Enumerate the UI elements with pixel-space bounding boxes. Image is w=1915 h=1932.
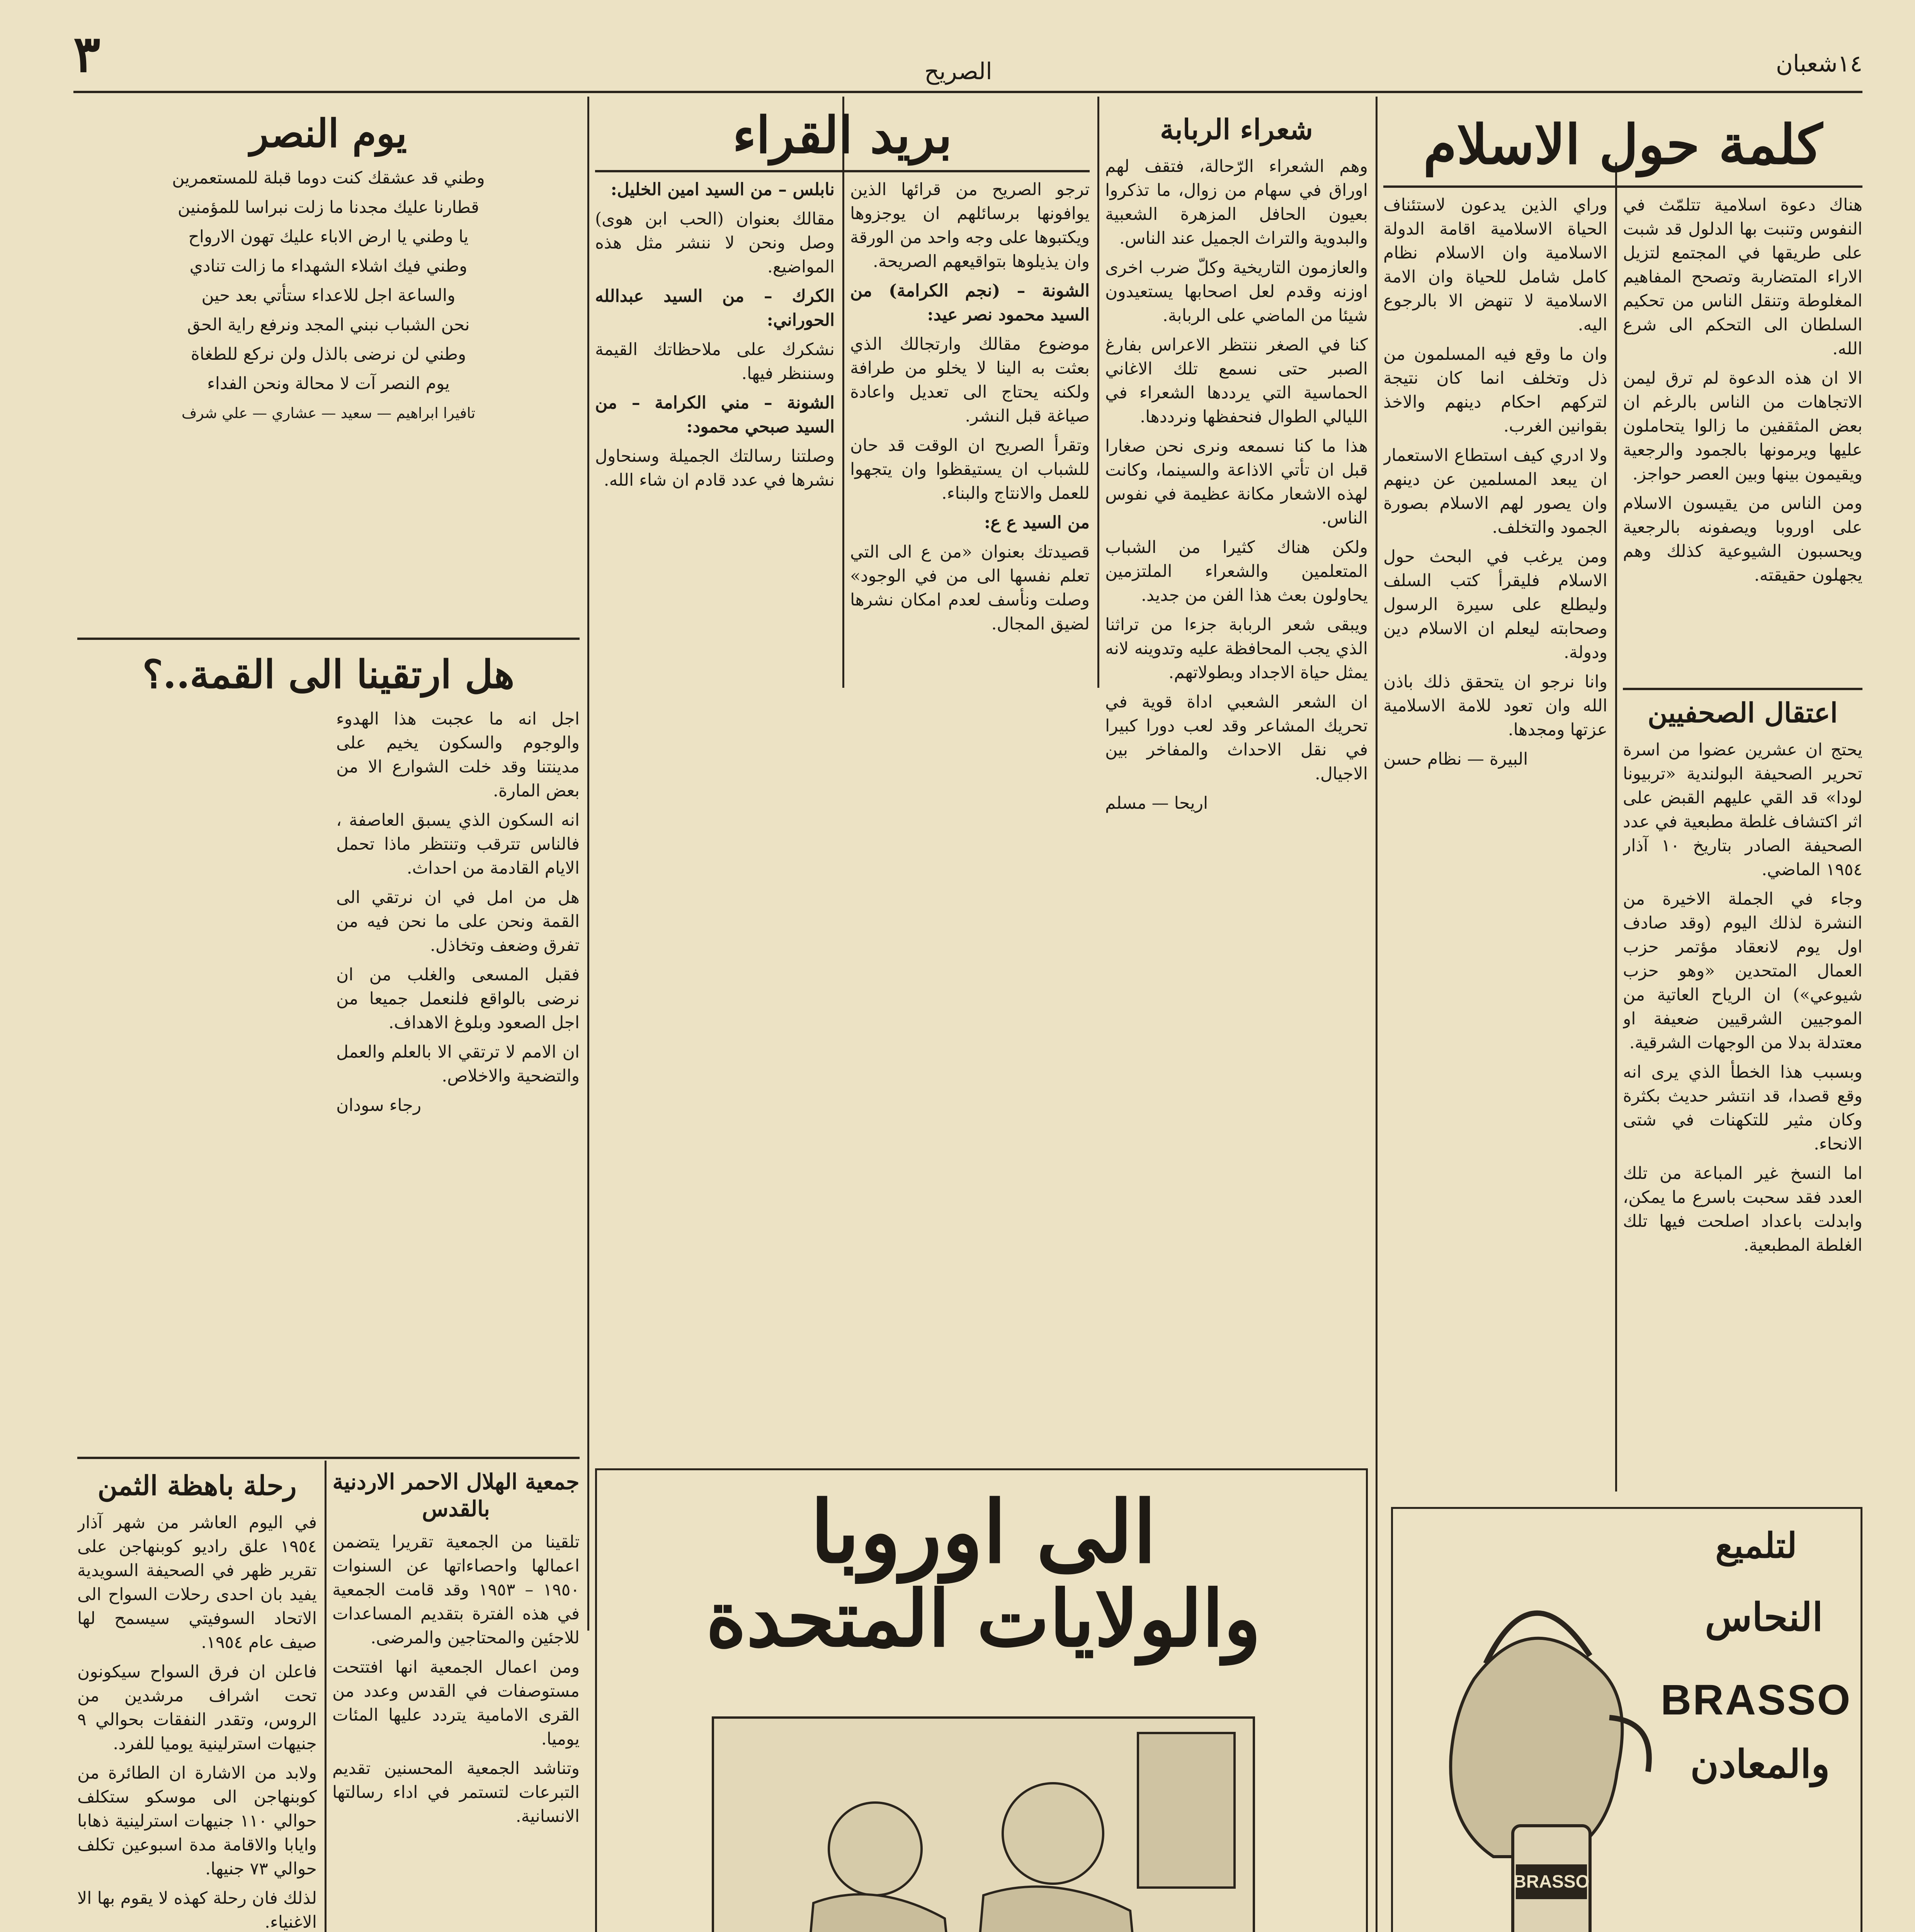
brasso-heading: لتلميع	[1715, 1525, 1797, 1566]
flight-body	[77, 1511, 317, 1932]
mail-paragraph: من السيد ع ع:	[984, 513, 1090, 532]
summit-paragraph: اجل انه ما عجبت هذا الهدوء والوجوم والسكون يخيم على مدينتنا وقد خلت الشوارع الا من بعض المارة.	[336, 709, 580, 801]
brasso-line2: والمعادن	[1690, 1741, 1830, 1787]
can-label: BRASSO	[1513, 1871, 1590, 1891]
poem-signature: تافيرا ابراهيم — سعيد — عشاري — علي شرف	[181, 405, 476, 422]
passengers-illustration	[674, 1687, 1293, 1932]
poem-line: نحن الشباب نبني المجد ونرفع راية الحق	[187, 315, 470, 335]
flight-paragraph: لذلك فان رحلة كهذه لا يقوم بها الا الاغنياء.	[77, 1888, 317, 1932]
summit-paragraph: انه السكون الذي يسبق العاصفة ، فالناس تترقب وتنتظر ماذا تحمل الايام القادمة من احداث.	[336, 810, 580, 878]
divider	[1615, 162, 1617, 1492]
flight-paragraph: في اليوم العاشر من شهر آذار ١٩٥٤ علق راديو كوبنهاجن على تقرير ظهر في الصحيفة السويدية يفيد بان احدى رحلات السواح الى الاتحاد السوفيتي سيسمح لها صيف عام ١٩٥٤.	[77, 1513, 317, 1652]
brasso-brand: BRASSO	[1660, 1676, 1852, 1724]
mail-title: بريد القراء	[732, 105, 952, 165]
islam-paragraph: ولا ادري كيف استطاع الاستعمار ان يبعد المسلمين عن دينهم وان يصور لهم الاسلام بصورة الجمود والتخلف.	[1383, 446, 1607, 537]
mail-paragraph: وتقرأ الصريح ان الوقت قد حان للشباب ان يستيقظوا وان يتجهوا للعمل والانتاج والبناء.	[850, 435, 1090, 503]
summit-paragraph: ان الامم لا ترتقي الا بالعلم والعمل والتضحية والاخلاص.	[336, 1042, 580, 1086]
travel-ad	[595, 1468, 1368, 1932]
mail-col-right	[850, 178, 1090, 1453]
poets-paragraph: ان الشعر الشعبي اداة قوية في تحريك المشاعر وقد لعب دورا كبيرا في نقل الاحداث والمفاخر بين الاجيال.	[1105, 692, 1368, 784]
masthead-rule	[73, 91, 1862, 93]
crescent-body	[332, 1530, 580, 1932]
mail-paragraph: قصيدتك بعنوان «من ع الى التي تعلم نفسها الى من في الوجود» وصلت ونأسف لعدم امكان نشرها لضيق المجال.	[850, 542, 1090, 634]
crescent-paragraph: ومن اعمال الجمعية انها افتتحت مستوصفات في القدس وعدد من القرى الامامية يتردد عليها المئات يوميا.	[332, 1657, 580, 1749]
poets-signature: اريحا — مسلم	[1105, 793, 1208, 813]
crescent-title: جمعية الهلال الاحمر الاردنية بالقدس	[332, 1469, 580, 1522]
islam-paragraph: هناك دعوة اسلامية تتلمّث في النفوس وتنبت بها الدلول قد شبت على طريقها في المجتمع لتزيل الاراء المتضاربة وتصحح المفاهيم المغلوطة وتنقل الناس من تحكيم السلطان الى التحكم الى شرع الله.	[1623, 195, 1862, 359]
journalists-body	[1623, 738, 1862, 1492]
brasso-ad	[1391, 1507, 1862, 1932]
kettle-can-illustration	[1416, 1555, 1663, 1932]
islam-paragraph: وان ما وقع فيه المسلمون من ذل وتخلف انما كان نتيجة لتركهم احكام دينهم والاخذ بقوانين الغرب.	[1383, 344, 1607, 436]
mail-paragraph: نابلس – من السيد امين الخليل:	[611, 180, 835, 199]
islam-paragraph: وراي الذين يدعون لاستئناف الحياة الاسلامية اقامة الدولة الاسلامية وان الاسلام نظام كامل شامل للحياة وان الامة الاسلامية لا تنهض الا بالرجوع اليه.	[1383, 195, 1607, 335]
islam-signature: البيرة — نظام حسن	[1383, 749, 1528, 769]
section-rule	[1623, 688, 1862, 690]
journalists-title: اعتقال الصحفيين	[1648, 697, 1838, 729]
page-number: ٣	[73, 24, 100, 83]
flight-paragraph: ولابد من الاشارة ان الطائرة من كوبنهاجن الى موسكو ستكلف حوالي ١١٠ جنيهات استرلينية ذهابا وايابا والاقامة مدة اسبوعين تكلف حوالي ٧٣ جنيها.	[77, 1763, 317, 1879]
poets-paragraph: كنا في الصغر ننتظر الاعراس بفارغ الصبر حتى نسمع تلك الاغاني الحماسية التي يرددها الشعراء في الليالي الطوال فنحفظها ونرددها.	[1105, 335, 1368, 427]
divider	[1097, 97, 1099, 688]
mail-paragraph: الكرك – من السيد عبدالله الحوراني:	[595, 286, 835, 330]
poets-paragraph: ويبقى شعر الربابة جزءا من تراثنا الذي يجب المحافظة عليه وتدوينه لانه يمثل حياة الاجداد وبطولاتهم.	[1105, 615, 1368, 682]
journalists-paragraph: وجاء في الجملة الاخيرة من النشرة لذلك اليوم (وقد صادف اول يوم لانعقاد مؤتمر حزب العمال المتحدين «وهو حزب شيوعي») ان الرياح العاتية من الموجيين الشرقيين ضعيفة او معتدلة بدلا من الوجهات الشرقية.	[1623, 889, 1862, 1053]
islam-paragraph: الا ان هذه الدعوة لم ترق ليمن الاتجاهات من الناس بالرغم ان بعض المثقفين ما زالوا يتحاملون عليها ويرمونها بالجمود والرجعية ويقيمون بينها وبين العصر حواجز.	[1623, 368, 1862, 484]
issue-date: ١٤شعبان	[1776, 50, 1862, 77]
poem-line: وطني لن نرضى بالذل ولن نركع للطغاة	[190, 344, 466, 364]
section-rule	[77, 1457, 580, 1459]
islam-rule	[1383, 185, 1862, 188]
poem-line: والساعة اجل للاعداء ستأتي بعد حين	[201, 286, 456, 305]
poem-line: يا وطني يا ارض الاباء عليك تهون الارواح	[188, 227, 469, 247]
mail-paragraph: مقالك بعنوان (الحب ابن هوى) وصل ونحن لا ننشر مثل هذه المواضيع.	[595, 209, 835, 277]
poem-line: وطني قد عشقك كنت دوما قبلة للمستعمرين	[172, 168, 485, 188]
flight-title: رحلة باهظة الثمن	[97, 1469, 297, 1502]
divider	[587, 97, 589, 1631]
mail-paragraph: الشونة – (نجم الكرامة) من السيد محمود نصر عيد:	[850, 281, 1090, 325]
mail-paragraph: موضوع مقالك وارتجالك الذي بعثت به الينا لا يخلو من طرافة ولكنه يحتاج الى تعديل واعادة صياغة قبل النشر.	[850, 334, 1090, 426]
mail-rule	[595, 170, 1090, 172]
summit-paragraph: فقبل المسعى والغلب من ان نرضى بالواقع فلنعمل جميعا من اجل الصعود وبلوغ الاهداف.	[336, 965, 580, 1032]
journalists-paragraph: يحتج ان عشرين عضوا من اسرة تحرير الصحيفة البولندية «تربيونا لودا» قد القي عليهم القبض على اثر اكتشاف غلطة مطبعية في عدد الصحيفة الصادر بتاريخ ١٠ آذار ١٩٥٤ الماضي.	[1623, 740, 1862, 879]
journalists-paragraph: اما النسخ غير المباعة من تلك العدد فقد سحبت باسرع ما يمكن، وابدلت باعداد اصلحت فيها تلك الغلطة المطبعية.	[1623, 1163, 1862, 1255]
mail-paragraph: وصلتنا رسالتك الجميلة وسنحاول نشرها في عدد قادم ان شاء الله.	[595, 446, 835, 490]
summit-body	[77, 707, 580, 1449]
paper-name: الصريح	[924, 58, 992, 85]
islam-paragraph: وانا نرجو ان يتحقق ذلك باذن الله وان تعود للامة الاسلامية عزتها ومجدها.	[1383, 672, 1607, 740]
mail-paragraph: الشونة – مني الكرامة – من السيد صبحي محمود:	[595, 393, 835, 437]
crescent-paragraph: وتناشد الجمعية المحسنين تقديم التبرعات لتستمر في اداء رسالتها الانسانية.	[332, 1759, 580, 1826]
journalists-paragraph: وبسبب هذا الخطأ الذي يرى انه وقع قصدا، قد انتشر حديث بكثرة وكان مثير للتكهنات في شتى الانحاء.	[1623, 1062, 1862, 1154]
summit-paragraph: هل من امل في ان نرتقي الى القمة ونحن على ما نحن فيه من تفرق وضعف وتخاذل.	[336, 888, 580, 955]
poets-paragraph: والعازمون التاريخية وكلّ ضرب اخرى اوزنه وقدم لعل اصحابها يستعيدون شيئا من الماضي على الربابة.	[1105, 258, 1368, 325]
mail-paragraph: نشكرك على ملاحظاتك القيمة وسننظر فيها.	[595, 340, 835, 383]
poem-title: يوم النصر	[250, 111, 407, 156]
crescent-paragraph: تلقينا من الجمعية تقريرا يتضمن اعمالها واحصاءاتها عن السنوات ١٩٥٠ – ١٩٥٣ وقد قامت الجمعية في هذه الفترة بتقديم المساعدات للاجئين والمحتاجين والمرضى.	[332, 1532, 580, 1648]
poets-title: شعراء الربابة	[1160, 113, 1313, 146]
poem-line: يوم النصر آت لا محالة ونحن الفداء	[207, 374, 450, 393]
islam-paragraph: ومن يرغب في البحث حول الاسلام فليقرأ كتب السلف وليطلع على سيرة الرسول وصحابته ليعلم ان الاسلام دين ودولة.	[1383, 547, 1607, 662]
poets-paragraph: ولكن هناك كثيرا من الشباب المتعلمين والشعراء الملتزمين يحاولون بعث هذا الفن من جديد.	[1105, 537, 1368, 605]
islam-col-right	[1623, 193, 1862, 688]
divider	[325, 1461, 327, 1932]
divider	[842, 97, 844, 688]
islam-paragraph: ومن الناس من يقيسون الاسلام على اوروبا ويصفونه بالرجعية ويحسبون الشيوعية كذلك وهم يجهلون حقيقته.	[1623, 493, 1862, 585]
poets-body	[1105, 155, 1368, 1453]
summit-title: هل ارتقينا الى القمة..؟	[142, 651, 515, 697]
poem-body	[77, 166, 580, 630]
travel-headline-1: الى اوروبا	[810, 1482, 1157, 1582]
section-rule	[77, 638, 580, 640]
islam-col-left	[1383, 193, 1607, 1507]
flight-paragraph: فاعلن ان فرق السواح سيكونون تحت اشراف مرشدين من الروس، وتقدر النفقات بحوالي ٩ جنيهات استرلينية يوميا للفرد.	[77, 1662, 317, 1753]
travel-headline-2: والولايات المتحدة	[706, 1573, 1261, 1664]
poem-line: قطارنا عليك مجدنا ما زلت نبراسا للمؤمنين	[177, 197, 480, 217]
brasso-line1: النحاس	[1705, 1594, 1823, 1640]
mail-col-left	[595, 178, 835, 680]
poem-line: وطني فيك اشلاء الشهداء ما زالت تنادي	[189, 256, 468, 276]
mail-paragraph: ترجو الصريح من قرائها الذين يوافونها برسائلهم ان يوجزوها ويكتبوها على وجه واحد من الورقة وان يذيلوها بتواقيعهم الصريحة.	[850, 180, 1090, 271]
divider	[1376, 97, 1378, 1932]
summit-signature: رجاء سودان	[336, 1095, 422, 1115]
poets-paragraph: هذا ما كنا نسمعه ونرى نحن صغارا قبل ان تأتي الاذاعة والسينما، وكانت لهذه الاشعار مكانة عظيمة في نفوس الناس.	[1105, 436, 1368, 528]
islam-title: كلمة حول الاسلام	[1423, 113, 1823, 177]
poets-paragraph: وهم الشعراء الرّحالة، فتقف لهم اوراق في سهام من زوال، ما تذكروا بعيون الحافل المزهرة الشعبية والبدوية والتراث الجميل عند الناس.	[1105, 156, 1368, 248]
